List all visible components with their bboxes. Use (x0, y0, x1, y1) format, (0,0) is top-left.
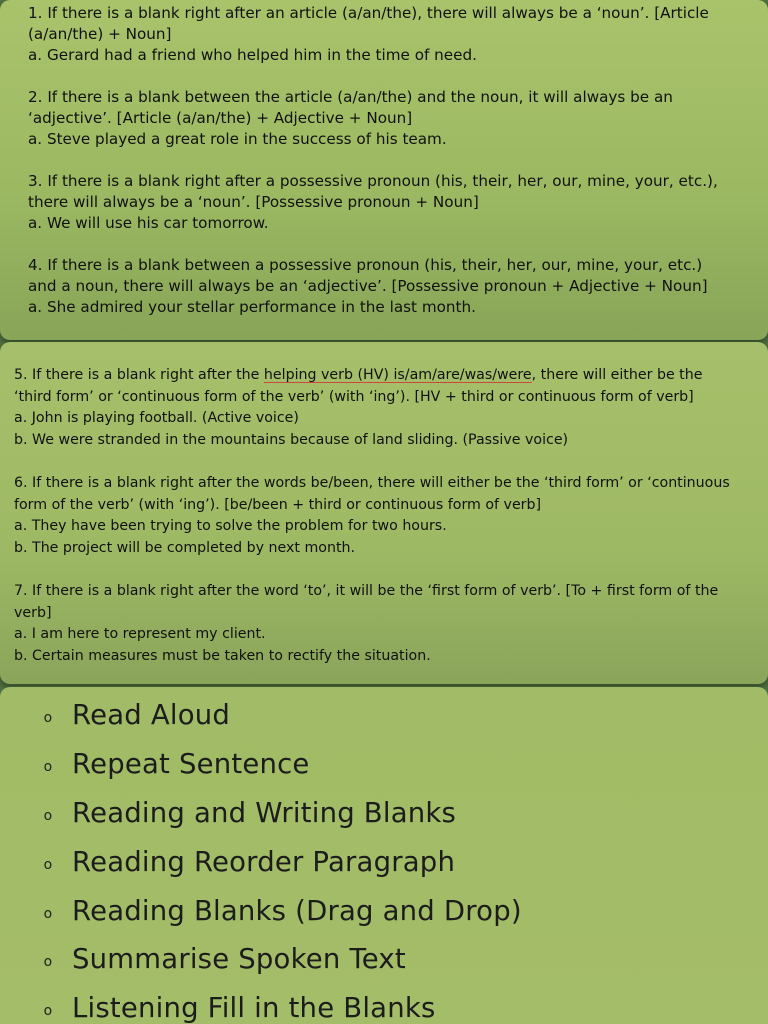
list-item (40, 935, 768, 984)
list-item-label: Reading Reorder Paragraph (72, 845, 456, 878)
list-item-label: Read Aloud (72, 699, 231, 732)
rule-example: a. We will use his car tomorrow. (28, 214, 269, 232)
rules-card-verbs (0, 342, 768, 684)
rule-3 (28, 171, 742, 234)
rule-example: a. I am here to represent my client. (14, 626, 266, 643)
rule-7 (14, 581, 764, 667)
bullet-icon: o (43, 759, 53, 776)
rule-text: 2. If there is a blank between the article (a/an/the) and the noun, it will always be an (28, 88, 673, 106)
rule-example: b. Certain measures must be taken to rectify the situation. (14, 647, 431, 664)
rule-text: 1. If there is a blank right after an article (a/an/the), there will always be a ‘noun’. [Article (28, 4, 709, 22)
bullet-icon: o (43, 856, 53, 873)
rule-example: a. She admired your stellar performance in the last month. (28, 298, 476, 316)
list-item-label: Reading and Writing Blanks (72, 796, 457, 829)
list-item-label: Reading Blanks (Drag and Drop) (72, 894, 522, 927)
rule-2 (28, 87, 742, 150)
bullet-icon: o (43, 905, 53, 922)
rule-text-prefix: 5. If there is a blank right after the (14, 367, 264, 383)
rule-text: 3. If there is a blank right after a possessive pronoun (his, their, her, our, mine, your, etc.), (28, 172, 718, 190)
rule-4 (28, 255, 742, 318)
rule-example: a. Gerard had a friend who helped him in the time of need. (28, 46, 477, 64)
task-list-card (0, 687, 768, 1024)
rule-6 (14, 473, 764, 559)
list-item-label: Listening Fill in the Blanks (72, 992, 436, 1024)
bullet-icon: o (43, 807, 53, 824)
bullet-icon: o (43, 1003, 53, 1020)
task-list (40, 691, 768, 1024)
rule-text: form of the verb’ (with ‘ing’). [be/been + third or continuous form of verb] (14, 496, 542, 513)
rule-text: verb] (14, 604, 52, 621)
rules-card-articles-pronouns (0, 0, 768, 340)
list-item (40, 886, 768, 935)
rule-1 (28, 3, 742, 66)
rule-text: 6. If there is a blank right after the words be/been, there will either be the ‘third form’ or ‘continuous (14, 474, 730, 491)
list-item-label: Repeat Sentence (72, 748, 310, 781)
rule-text-suffix: , there will either be the (531, 367, 703, 383)
list-item (40, 984, 768, 1024)
rule-5 (14, 365, 764, 451)
rule-text: and a noun, there will always be an ‘adjective’. [Possessive pronoun + Adjective + Noun] (28, 277, 708, 295)
rule-text: ‘adjective’. [Article (a/an/the) + Adjective + Noun] (28, 109, 413, 127)
spellcheck-underlined-text: helping verb (HV) is/am/are/was/were (263, 367, 532, 383)
rule-example: a. Steve played a great role in the success of his team. (28, 130, 447, 148)
rule-text (14, 365, 764, 387)
rule-text: 7. If there is a blank right after the word ‘to’, it will be the ‘first form of verb’. [To + first form of the (14, 582, 719, 599)
list-item (40, 740, 768, 789)
list-item-label: Summarise Spoken Text (72, 943, 406, 976)
bullet-icon: o (43, 710, 53, 727)
list-item (40, 789, 768, 838)
rule-text: 4. If there is a blank between a possessive pronoun (his, their, her, our, mine, your, etc.) (28, 256, 703, 274)
list-item (40, 837, 768, 886)
rule-text: (a/an/the) + Noun] (28, 25, 172, 43)
rule-example: b. We were stranded in the mountains because of land sliding. (Passive voice) (14, 431, 569, 448)
rule-example: a. John is playing football. (Active voice) (14, 410, 299, 427)
rule-example: b. The project will be completed by next month. (14, 539, 356, 556)
bullet-icon: o (43, 954, 53, 971)
rule-example: a. They have been trying to solve the problem for two hours. (14, 518, 447, 535)
rule-text: ‘third form’ or ‘continuous form of the verb’ (with ‘ing’). [HV + third or continuous form of verb] (14, 388, 694, 405)
list-item (40, 691, 768, 740)
rule-text: there will always be a ‘noun’. [Possessive pronoun + Noun] (28, 193, 479, 211)
